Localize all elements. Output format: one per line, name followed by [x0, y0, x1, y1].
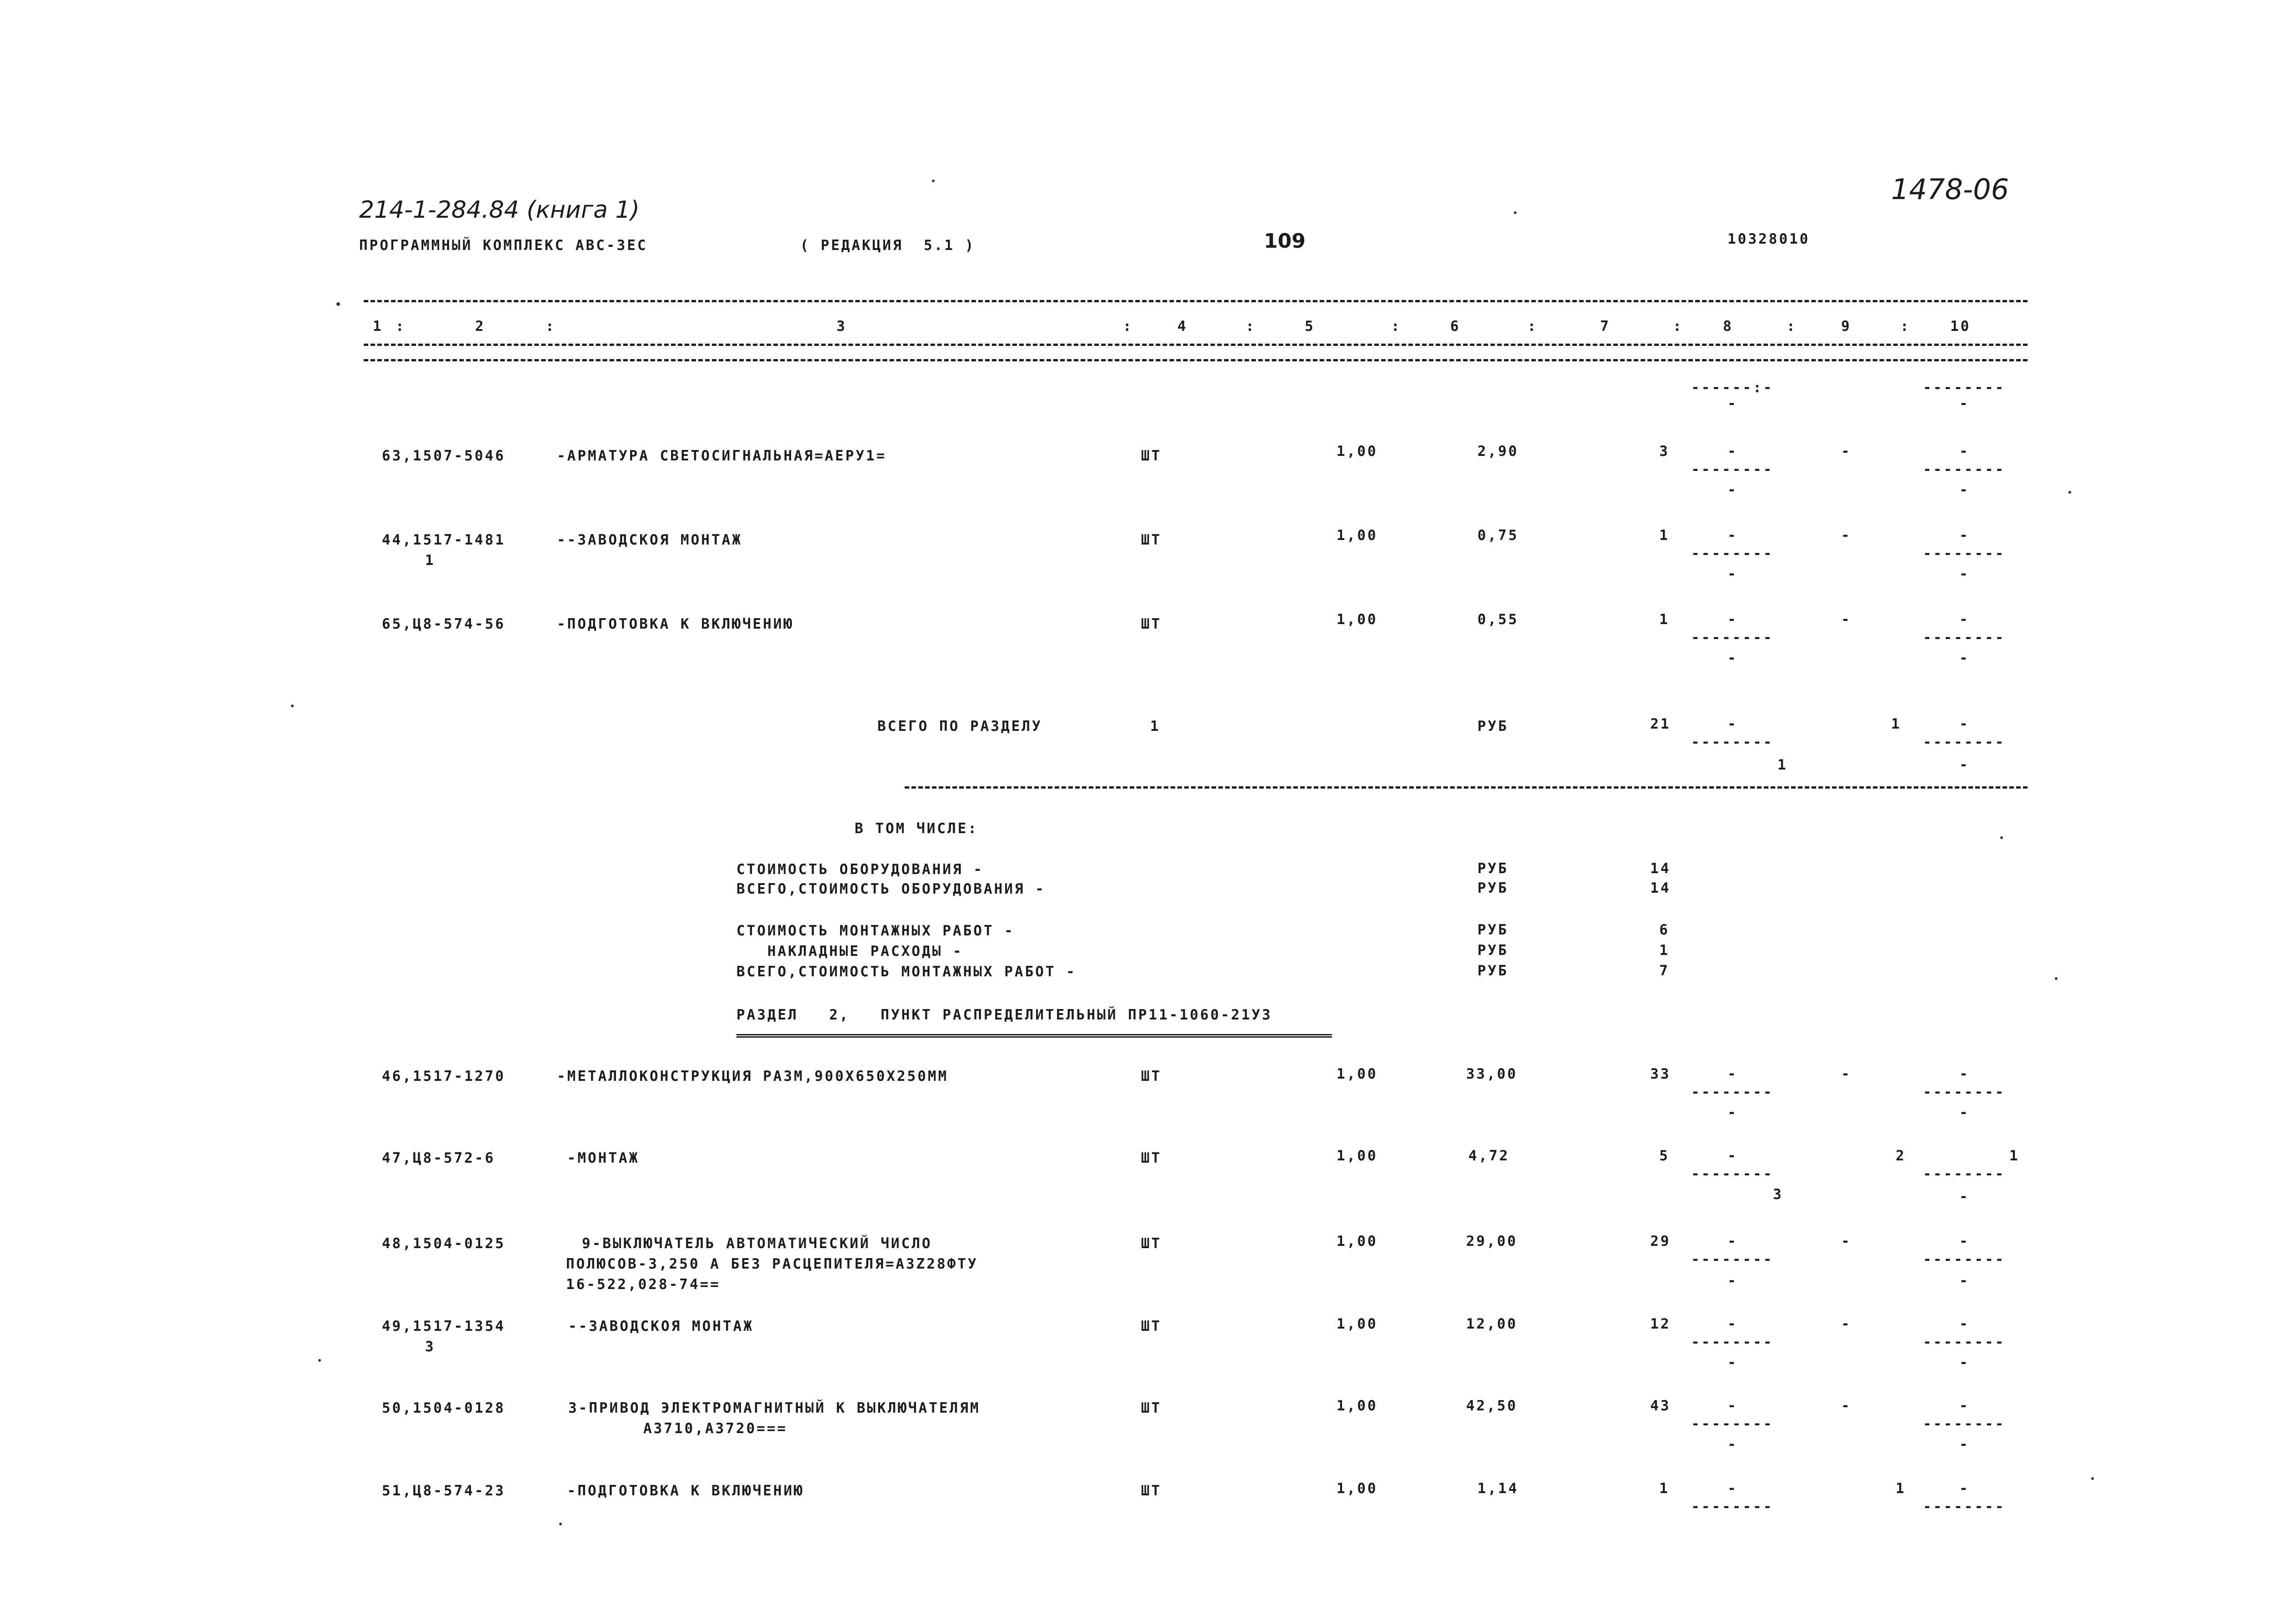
row-qty: 1,00	[1337, 443, 1378, 460]
scan-speck	[336, 302, 340, 306]
breakdown-line: СТОИМОСТЬ МОНТАЖНЫХ РАБОТ -	[736, 923, 1015, 939]
col-header-3: 3	[836, 318, 847, 335]
row-position: 63,1507-5046	[382, 448, 506, 464]
dash-mark: -	[1959, 650, 1970, 666]
dash-mark: -	[1727, 650, 1738, 666]
row-price: 42,50	[1466, 1398, 1518, 1414]
row-qty: 1,00	[1337, 1148, 1378, 1164]
header-top-rule	[364, 300, 2028, 302]
section-heading: РАЗДЕЛ 2, ПУНКТ РАСПРЕДЕЛИТЕЛЬНЫЙ ПР11-1060-21У3	[736, 1007, 1272, 1023]
dash-line: --------	[1923, 1416, 2006, 1432]
dash-mark: -	[1959, 1480, 1970, 1497]
row-name: 9-ВЫКЛЮЧАТЕЛЬ АВТОМАТИЧЕСКИЙ ЧИСЛО	[582, 1235, 932, 1252]
col-header-1: 1	[373, 318, 383, 335]
row-name: -ПОДГОТОВКА К ВКЛЮЧЕНИЮ	[557, 1483, 804, 1499]
row-price: 2,90	[1477, 443, 1519, 460]
row-qty: 1,00	[1337, 611, 1378, 628]
row-price: 29,00	[1466, 1233, 1518, 1249]
scan-speck	[2091, 1477, 2094, 1480]
dash-mark: -	[1727, 1233, 1738, 1249]
row-col8: 1	[1659, 611, 1670, 628]
row-position: 49,1517-1354	[382, 1318, 506, 1334]
dash-line: --------	[1691, 1334, 1774, 1350]
edition: ( РЕДАКЦИЯ 5.1 )	[800, 237, 976, 254]
col-header-9: 9	[1841, 318, 1852, 335]
row-unit: ШТ	[1141, 616, 1162, 632]
section-total-col9: 1	[1891, 716, 1902, 732]
row-qty: 1,00	[1337, 1316, 1378, 1332]
dash-mark: -	[1959, 1316, 1970, 1332]
dash-mark: -	[1727, 1480, 1738, 1497]
row-col9: 2	[1896, 1148, 1906, 1164]
row-price: 4,72	[1468, 1148, 1510, 1164]
dash-mark: -	[1841, 527, 1852, 544]
row-col8: 12	[1650, 1316, 1671, 1332]
dash-line: --------	[1691, 630, 1774, 646]
row-continuation: 1	[425, 552, 436, 569]
row-name: -МОНТАЖ	[557, 1150, 640, 1166]
col8-header-mark: ------:-	[1691, 380, 1774, 396]
row-continuation: ПОЛЮСОВ-3,250 А БЕЗ РАСЦЕПИТЕЛЯ=А3Z28ФТУ	[566, 1256, 978, 1272]
dash-line: --------	[1923, 461, 2006, 478]
dash-mark: -	[1727, 527, 1738, 544]
section-total-label: ВСЕГО ПО РАЗДЕЛУ	[877, 718, 1042, 735]
breakdown-unit: РУБ	[1477, 880, 1508, 896]
row-unit: ШТ	[1141, 1318, 1162, 1334]
breakdown-heading: В ТОМ ЧИСЛЕ:	[855, 820, 978, 837]
row-name: --ЗАВОДСКОЯ МОНТАЖ	[568, 1318, 754, 1334]
dash-mark: -	[1727, 566, 1738, 582]
col-header-6: 6	[1450, 318, 1461, 335]
scan-speck	[291, 705, 294, 707]
row-name: --ЗАВОДСКОЯ МОНТАЖ	[557, 532, 742, 548]
row-qty: 1,00	[1337, 1398, 1378, 1414]
row-unit: ШТ	[1141, 1068, 1162, 1084]
col10-header-mark: --------	[1923, 380, 2006, 396]
row-continuation: А3710,А3720===	[643, 1420, 788, 1437]
col-header-4: 4	[1177, 318, 1188, 335]
dash-mark: -	[1959, 1398, 1970, 1414]
row-unit: ШТ	[1141, 1150, 1162, 1166]
dash-line: --------	[1691, 545, 1774, 562]
breakdown-line: ВСЕГО,СТОИМОСТЬ МОНТАЖНЫХ РАБОТ -	[736, 964, 1076, 980]
section-heading-underline	[736, 1034, 1332, 1038]
dash-line: --------	[1923, 1251, 2006, 1268]
row-position: 65,Ц8-574-56	[382, 616, 506, 632]
breakdown-unit: РУБ	[1477, 942, 1508, 959]
row-col8: 3	[1659, 443, 1670, 460]
scan-speck	[318, 1359, 321, 1362]
row-col8: 29	[1650, 1233, 1671, 1249]
dash-mark: -	[1959, 395, 1970, 412]
dash-mark: -	[1841, 611, 1852, 628]
row-col8: 33	[1650, 1066, 1671, 1082]
col-header-8: 8	[1723, 318, 1733, 335]
row-qty: 1,00	[1337, 1233, 1378, 1249]
dash-mark: -	[1959, 757, 1970, 773]
row-qty: 1,00	[1337, 1066, 1378, 1082]
row-name: -ПОДГОТОВКА К ВКЛЮЧЕНИЮ	[557, 616, 794, 632]
scan-speck	[2000, 836, 2003, 839]
document-page: 214-1-284.84 (книга 1) 1478-06 ПРОГРАММНЫЙ КОМПЛЕКС АВС-3ЕС ( РЕДАКЦИЯ 5.1 ) 109 10328010 1 : 2 : 3 : 4 : 5 : 6 : 7 : 8 : 9 : 10 ------:- -------- - - 63,1507-5046 -АРМАТУРА СВЕТОСИГНАЛЬНАЯ=АЕРУ1= ШТ 1,00 2,90 3 - -------- - - -------- - - 44,1517-1481 --ЗАВОДСКОЯ МОНТАЖ 1 ШТ 1,00 0,75 1 - -------- - - -------- - - 65,Ц8-574-56 -ПОДГОТОВКА К ВКЛЮЧЕНИЮ ШТ 1,00 0,55 1 - -------- - - -------- - - ВСЕГО ПО РАЗДЕЛУ 1 РУБ 21 - -------- 1 - -------- 1 - В ТОМ ЧИСЛЕ: СТОИМОСТЬ ОБОРУДОВАНИЯ - РУБ 14 ВСЕГО,СТОИМОСТЬ ОБОРУДОВАНИЯ - РУБ 14 СТОИМОСТЬ МОНТАЖНЫХ РАБОТ - РУБ 6 НАКЛАДНЫЕ РАСХОДЫ - РУБ 1 ВСЕГО,СТОИМОСТЬ МОНТАЖНЫХ РАБОТ - РУБ 7 РАЗДЕЛ 2, ПУНКТ РАСПРЕДЕЛИТЕЛЬНЫЙ ПР11-1060-21У3 46,1517-1270 -МЕТАЛЛОКОНСТРУКЦИЯ РАЗМ,900Х650Х250ММ ШТ 1,00 33,00 33 - -------- - - -------- - - 47,Ц8-572-6 -МОНТАЖ ШТ 1,00 4,72 5 - -------- 3 2 1 -------- - 48,1504-0125 9-ВЫКЛЮЧАТЕЛЬ АВТОМАТИЧЕСКИЙ ЧИСЛО ПОЛЮСОВ-3,250 А БЕЗ РАСЦЕПИТЕЛЯ=А3Z28ФТУ 16-522,028-74== ШТ 1,00 29,00 29 - -------- - - -------- - - 49,1517-1354 --ЗАВОДСКОЯ МОНТАЖ 3 ШТ 1,00 12,00 12 - -------- - - -------- - - 50,1504-0128 3-ПРИВОД ЭЛЕКТРОМАГНИТНЫЙ К ВЫКЛЮЧАТЕЛЯМ А3710,А3720=== ШТ 1,00 42,50 43 - -------- - - -------- - - 51,Ц8-574-23 -ПОДГОТОВКА К ВКЛЮЧЕНИЮ ШТ 1,00 1,14 1 - -------- 1 - --------	[0, 0, 2273, 1624]
dash-line: --------	[1923, 545, 2006, 562]
dash-mark: -	[1841, 1066, 1852, 1082]
dash-mark: -	[1727, 1148, 1738, 1164]
dash-mark: -	[1959, 1273, 1970, 1289]
dash-mark: -	[1959, 716, 1970, 732]
code-right: 10328010	[1727, 231, 1810, 247]
breakdown-line: НАКЛАДНЫЕ РАСХОДЫ -	[736, 943, 963, 959]
dash-mark: -	[1727, 482, 1738, 498]
section-total-below: 1	[1777, 757, 1788, 773]
row-col8: 1	[1659, 1480, 1670, 1497]
dash-line: --------	[1691, 461, 1774, 478]
dash-line: --------	[1923, 1084, 2006, 1100]
dash-mark: -	[1727, 1398, 1738, 1414]
row-qty: 1,00	[1337, 1480, 1378, 1497]
section-total-col8: 21	[1650, 716, 1671, 732]
dash-line: --------	[1691, 734, 1774, 750]
row-name: -МЕТАЛЛОКОНСТРУКЦИЯ РАЗМ,900Х650Х250ММ	[557, 1068, 949, 1084]
row-position: 50,1504-0128	[382, 1400, 506, 1416]
dash-mark: -	[1841, 1398, 1852, 1414]
dash-mark: -	[1959, 1104, 1970, 1121]
dash-line: --------	[1923, 734, 2006, 750]
row-col8-below: 3	[1773, 1186, 1783, 1203]
corner-stamp: 1478-06	[1891, 173, 2009, 206]
col-header-10: 10	[1950, 318, 1971, 335]
dash-mark: -	[1841, 443, 1852, 460]
breakdown-value: 6	[1659, 922, 1670, 938]
dash-mark: -	[1959, 1189, 1970, 1205]
col-header-5: 5	[1305, 318, 1315, 335]
dash-line: --------	[1691, 1166, 1774, 1182]
dash-mark: -	[1959, 482, 1970, 498]
scan-speck	[2068, 491, 2071, 494]
breakdown-unit: РУБ	[1477, 922, 1508, 938]
dash-mark: -	[1959, 611, 1970, 628]
dash-mark: -	[1959, 527, 1970, 544]
dash-line: --------	[1923, 1166, 2006, 1182]
row-position: 47,Ц8-572-6	[382, 1150, 496, 1166]
scan-speck	[559, 1523, 562, 1525]
scan-speck	[932, 180, 935, 182]
dash-mark: -	[1727, 395, 1738, 412]
dash-mark: -	[1727, 1066, 1738, 1082]
dash-mark: -	[1959, 566, 1970, 582]
dash-mark: -	[1841, 1233, 1852, 1249]
dash-line: --------	[1691, 1251, 1774, 1268]
col-header-2: 2	[475, 318, 486, 335]
page-number: 109	[1264, 230, 1306, 253]
breakdown-value: 1	[1659, 942, 1670, 959]
dash-line: --------	[1691, 1084, 1774, 1100]
row-position: 46,1517-1270	[382, 1068, 506, 1084]
dash-line: --------	[1691, 1499, 1774, 1515]
dash-mark: -	[1727, 1354, 1738, 1371]
breakdown-unit: РУБ	[1477, 860, 1508, 877]
dash-mark: -	[1727, 1273, 1738, 1289]
row-col9: 1	[1896, 1480, 1906, 1497]
dash-line: --------	[1923, 630, 2006, 646]
dash-line: --------	[1923, 1499, 2006, 1515]
row-col8: 43	[1650, 1398, 1671, 1414]
row-col10: 1	[2009, 1148, 2020, 1164]
dash-mark: -	[1727, 716, 1738, 732]
row-price: 0,55	[1477, 611, 1519, 628]
scan-speck	[2055, 977, 2058, 980]
dash-mark: -	[1727, 1316, 1738, 1332]
dash-line: --------	[1691, 1416, 1774, 1432]
program-title: ПРОГРАММНЫЙ КОМПЛЕКС АВС-3ЕС	[359, 237, 648, 254]
row-continuation: 3	[425, 1339, 436, 1355]
row-unit: ШТ	[1141, 1483, 1162, 1499]
row-col8: 1	[1659, 527, 1670, 544]
row-position: 44,1517-1481	[382, 532, 506, 548]
breakdown-line: СТОИМОСТЬ ОБОРУДОВАНИЯ -	[736, 861, 984, 878]
dash-mark: -	[1727, 1436, 1738, 1453]
row-continuation: 16-522,028-74==	[566, 1276, 721, 1293]
breakdown-value: 7	[1659, 963, 1670, 979]
row-price: 1,14	[1477, 1480, 1519, 1497]
header-sub-rule	[364, 359, 2028, 361]
breakdown-line: ВСЕГО,СТОИМОСТЬ ОБОРУДОВАНИЯ -	[736, 881, 1046, 897]
row-position: 48,1504-0125	[382, 1235, 506, 1252]
row-unit: ШТ	[1141, 1235, 1162, 1252]
row-price: 0,75	[1477, 527, 1519, 544]
dash-mark: -	[1727, 611, 1738, 628]
row-unit: ШТ	[1141, 1400, 1162, 1416]
row-name: -АРМАТУРА СВЕТОСИГНАЛЬНАЯ=АЕРУ1=	[557, 448, 887, 464]
row-unit: ШТ	[1141, 532, 1162, 548]
dash-mark: -	[1727, 443, 1738, 460]
document-code: 214-1-284.84 (книга 1)	[359, 196, 640, 224]
total-rule	[905, 786, 2028, 789]
row-col8: 5	[1659, 1148, 1670, 1164]
dash-mark: -	[1959, 1354, 1970, 1371]
breakdown-value: 14	[1650, 880, 1671, 896]
scan-speck	[1514, 211, 1517, 214]
row-position: 51,Ц8-574-23	[382, 1483, 506, 1499]
col-header-7: 7	[1600, 318, 1611, 335]
section-total-col4: 1	[1150, 718, 1161, 735]
header-bottom-rule	[364, 344, 2028, 346]
row-qty: 1,00	[1337, 527, 1378, 544]
section-total-unit: РУБ	[1477, 718, 1508, 735]
row-price: 33,00	[1466, 1066, 1518, 1082]
row-unit: ШТ	[1141, 448, 1162, 464]
dash-mark: -	[1959, 1233, 1970, 1249]
dash-mark: -	[1727, 1104, 1738, 1121]
dash-line: --------	[1923, 1334, 2006, 1350]
dash-mark: -	[1959, 1436, 1970, 1453]
breakdown-unit: РУБ	[1477, 963, 1508, 979]
dash-mark: -	[1959, 443, 1970, 460]
dash-mark: -	[1841, 1316, 1852, 1332]
row-name: 3-ПРИВОД ЭЛЕКТРОМАГНИТНЫЙ К ВЫКЛЮЧАТЕЛЯМ	[568, 1400, 981, 1416]
row-price: 12,00	[1466, 1316, 1518, 1332]
dash-mark: -	[1959, 1066, 1970, 1082]
breakdown-value: 14	[1650, 860, 1671, 877]
